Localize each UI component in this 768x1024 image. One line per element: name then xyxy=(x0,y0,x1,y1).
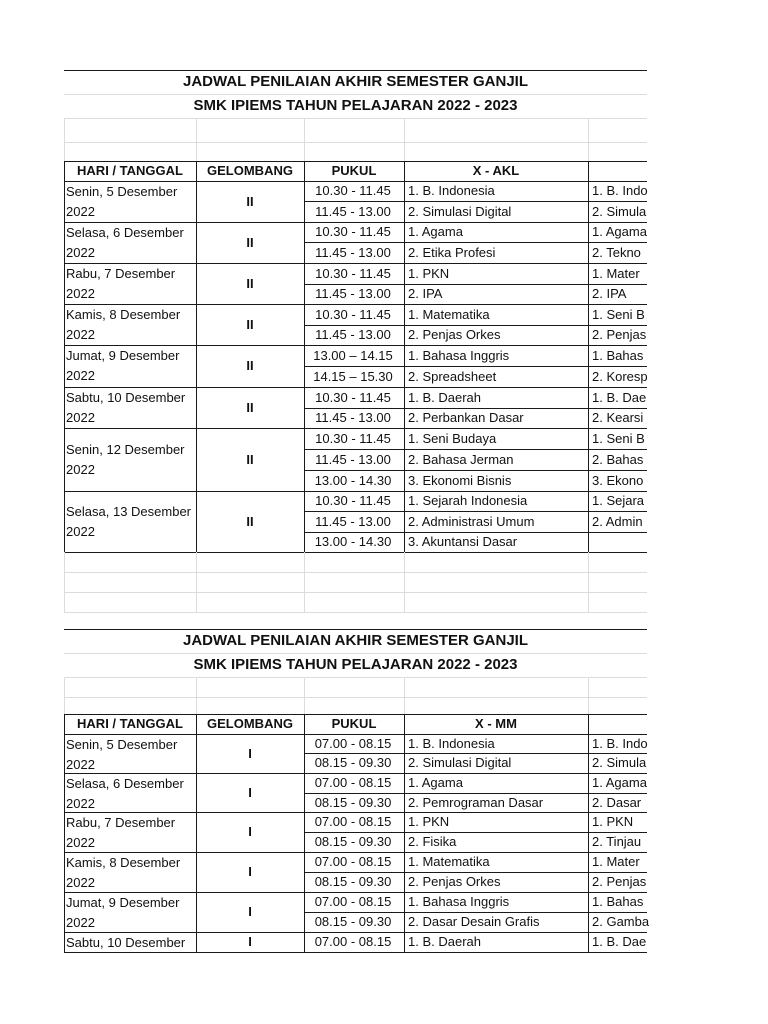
subject-cell: 1. Bahasa Inggris xyxy=(408,348,510,363)
grid-line xyxy=(588,677,589,714)
day-date-cell: Kamis, 8 Desember 2022 xyxy=(66,307,181,342)
subject-cell-next-class: 2. Koresp xyxy=(592,369,648,384)
subject-cell-next-class: 1. B. Indo xyxy=(592,183,648,198)
time-cell: 11.45 - 13.00 xyxy=(315,327,391,342)
day-date-cell: Kamis, 8 Desember 2022 xyxy=(66,855,181,890)
subject-cell: 3. Akuntansi Dasar xyxy=(408,534,518,549)
time-cell: 07.00 - 08.15 xyxy=(314,894,392,909)
day-date-cell: Jumat, 9 Desember 2022 xyxy=(66,895,180,930)
subject-cell-next-class: 1. B. Indo xyxy=(592,736,648,751)
grid-line xyxy=(304,552,305,612)
time-cell: 10.30 - 11.45 xyxy=(315,431,391,446)
table-title: JADWAL PENILAIAN AKHIR SEMESTER GANJIL xyxy=(182,73,529,90)
grid-line xyxy=(64,161,65,552)
subject-cell-next-class: 2. Simula xyxy=(592,204,647,219)
gelombang-cell: II xyxy=(246,451,254,467)
column-header-day: HARI / TANGGAL xyxy=(77,716,183,731)
subject-cell: 2. Penjas Orkes xyxy=(408,327,501,342)
subject-cell: 1. Seni Budaya xyxy=(408,431,497,446)
gelombang-cell: I xyxy=(248,824,252,839)
subject-cell-next-class: 2. Penjas xyxy=(592,327,647,342)
column-header-gelombang: GELOMBANG xyxy=(207,163,293,178)
grid-line xyxy=(404,714,405,952)
grid-line xyxy=(64,118,647,119)
subject-cell: 1. B. Daerah xyxy=(408,390,481,405)
time-cell: 10.30 - 11.45 xyxy=(315,224,391,239)
subject-cell-next-class: 1. B. Dae xyxy=(592,390,647,405)
time-cell: 11.45 - 13.00 xyxy=(315,286,391,301)
subject-cell: 2. Perbankan Dasar xyxy=(408,410,524,425)
grid-line xyxy=(196,552,197,612)
table-subtitle: SMK IPIEMS TAHUN PELAJARAN 2022 - 2023 xyxy=(193,656,518,673)
subject-cell-next-class: 1. Mater xyxy=(592,854,640,869)
time-cell: 13.00 – 14.15 xyxy=(313,348,393,363)
day-date-cell: Selasa, 13 Desember 2022 xyxy=(66,503,192,539)
subject-cell: 2. Pemrograman Dasar xyxy=(408,795,544,810)
gelombang-cell: II xyxy=(246,275,254,291)
time-cell: 13.00 - 14.30 xyxy=(314,473,392,488)
column-header-class: X - MM xyxy=(475,716,517,731)
column-header-pukul: PUKUL xyxy=(331,163,377,178)
grid-line xyxy=(304,677,305,714)
grid-line xyxy=(404,118,405,161)
grid-line xyxy=(588,714,589,952)
grid-line xyxy=(404,677,405,714)
grid-line xyxy=(196,714,197,952)
grid-line xyxy=(64,572,647,573)
subject-cell-next-class: 2. Admin xyxy=(592,514,643,529)
time-cell: 11.45 - 13.00 xyxy=(315,410,391,425)
subject-cell: 1. PKN xyxy=(408,814,450,829)
grid-line xyxy=(304,714,305,952)
time-cell: 11.45 - 13.00 xyxy=(315,514,391,529)
subject-cell-next-class: 1. Bahas xyxy=(592,348,644,363)
subject-cell: 2. Etika Profesi xyxy=(408,245,496,260)
subject-cell: 2. Administrasi Umum xyxy=(408,514,535,529)
subject-cell: 2. Penjas Orkes xyxy=(408,874,501,889)
grid-line xyxy=(64,677,65,714)
subject-cell-next-class: 3. Ekono xyxy=(592,473,644,488)
time-cell: 10.30 - 11.45 xyxy=(315,390,391,405)
time-cell: 07.00 - 08.15 xyxy=(314,736,392,751)
subject-cell: 1. Matematika xyxy=(408,307,490,322)
day-date-cell: Senin, 5 Desember 2022 xyxy=(66,737,178,772)
subject-cell-next-class: 1. Seni B xyxy=(592,431,645,446)
subject-cell-next-class: 2. Tinjau xyxy=(592,834,642,849)
grid-line xyxy=(404,161,405,552)
day-date-cell: Selasa, 6 Desember 2022 xyxy=(66,776,184,811)
gelombang-cell: I xyxy=(248,904,252,919)
gelombang-cell: II xyxy=(246,316,254,332)
gelombang-cell: I xyxy=(248,784,252,800)
time-cell: 14.15 – 15.30 xyxy=(313,369,393,384)
column-header-day: HARI / TANGGAL xyxy=(77,163,183,178)
grid-line xyxy=(588,118,589,161)
subject-cell-next-class: 1. Agama xyxy=(592,224,647,239)
time-cell: 08.15 - 09.30 xyxy=(314,874,392,889)
grid-line xyxy=(64,552,647,553)
day-date-cell: Sabtu, 10 Desember xyxy=(66,935,186,950)
column-header-pukul: PUKUL xyxy=(331,716,377,731)
time-cell: 11.45 - 13.00 xyxy=(315,245,391,260)
subject-cell-next-class: 2. Gamba xyxy=(592,914,649,929)
subject-cell-next-class: 1. Agama xyxy=(592,775,647,790)
subject-cell: 1. B. Indonesia xyxy=(408,736,495,751)
grid-line xyxy=(64,697,647,698)
subject-cell: 1. B. Daerah xyxy=(408,934,481,949)
grid-line xyxy=(196,677,197,714)
day-date-cell: Sabtu, 10 Desember 2022 xyxy=(66,390,186,425)
subject-cell: 1. B. Indonesia xyxy=(408,183,495,198)
column-header-class: X - AKL xyxy=(472,163,520,178)
gelombang-cell: II xyxy=(246,513,254,529)
time-cell: 10.30 - 11.45 xyxy=(315,307,391,322)
grid-line xyxy=(588,552,589,612)
time-cell: 07.00 - 08.15 xyxy=(314,814,392,829)
time-cell: 13.00 - 14.30 xyxy=(314,534,392,549)
grid-line xyxy=(304,161,305,552)
gelombang-cell: II xyxy=(246,358,254,373)
grid-line xyxy=(64,677,647,678)
gelombang-cell: II xyxy=(246,234,254,250)
grid-line xyxy=(64,142,647,143)
time-cell: 08.15 - 09.30 xyxy=(314,834,392,849)
grid-line xyxy=(404,552,405,612)
grid-line xyxy=(304,118,305,161)
table-subtitle: SMK IPIEMS TAHUN PELAJARAN 2022 - 2023 xyxy=(193,97,518,114)
subject-cell: 1. Agama xyxy=(408,775,463,790)
time-cell: 11.45 - 13.00 xyxy=(315,204,391,219)
subject-cell-next-class xyxy=(590,532,649,552)
subject-cell: 1. PKN xyxy=(408,266,450,281)
subject-cell-next-class: 1. Seni B xyxy=(592,307,645,322)
subject-cell-next-class: 2. Simula xyxy=(592,755,647,770)
subject-cell: 3. Ekonomi Bisnis xyxy=(408,473,512,488)
day-date-cell: Senin, 5 Desember 2022 xyxy=(66,184,178,219)
column-header-class2 xyxy=(588,161,647,181)
day-date-cell: Senin, 12 Desember 2022 xyxy=(66,441,185,477)
time-cell: 08.15 - 09.30 xyxy=(314,914,392,929)
subject-cell-next-class: 2. Kearsi xyxy=(592,410,644,425)
gelombang-cell: II xyxy=(246,399,254,415)
subject-cell-next-class: 1. Mater xyxy=(592,266,640,281)
day-date-cell: Jumat, 9 Desember 2022 xyxy=(66,348,180,383)
subject-cell-next-class: 1. B. Dae xyxy=(592,934,647,949)
day-date-cell: Rabu, 7 Desember 2022 xyxy=(66,815,176,850)
subject-cell: 2. Spreadsheet xyxy=(408,369,497,384)
day-date-cell: Rabu, 7 Desember 2022 xyxy=(66,266,176,301)
grid-line xyxy=(64,552,65,612)
grid-line xyxy=(64,952,647,953)
table-title: JADWAL PENILAIAN AKHIR SEMESTER GANJIL xyxy=(182,632,529,649)
subject-cell: 2. Bahasa Jerman xyxy=(408,452,514,467)
grid-line xyxy=(64,592,647,593)
grid-line xyxy=(196,118,197,161)
subject-cell-next-class: 1. PKN xyxy=(592,814,634,829)
subject-cell-next-class: 1. Bahas xyxy=(592,894,644,909)
time-cell: 07.00 - 08.15 xyxy=(314,934,392,949)
subject-cell-next-class: 2. Penjas xyxy=(592,874,647,889)
time-cell: 07.00 - 08.15 xyxy=(314,775,392,790)
gelombang-cell: II xyxy=(246,193,254,209)
subject-cell: 1. Sejarah Indonesia xyxy=(408,493,528,508)
subject-cell-next-class: 2. Tekno xyxy=(592,245,641,260)
gelombang-cell: I xyxy=(248,745,252,761)
grid-line xyxy=(588,161,589,552)
time-cell: 10.30 - 11.45 xyxy=(315,493,391,508)
column-header-class2 xyxy=(588,714,647,734)
grid-line xyxy=(64,118,65,161)
subject-cell: 2. Simulasi Digital xyxy=(408,755,512,770)
gelombang-cell: I xyxy=(248,864,252,879)
subject-cell: 2. IPA xyxy=(408,286,443,301)
subject-cell: 1. Bahasa Inggris xyxy=(408,894,510,909)
time-cell: 08.15 - 09.30 xyxy=(314,755,392,770)
subject-cell: 1. Matematika xyxy=(408,854,490,869)
subject-cell: 2. Fisika xyxy=(408,834,457,849)
grid-line xyxy=(196,161,197,552)
subject-cell-next-class: 1. Sejara xyxy=(592,493,645,508)
gelombang-cell: I xyxy=(248,934,252,949)
subject-cell: 2. Dasar Desain Grafis xyxy=(408,914,540,929)
time-cell: 10.30 - 11.45 xyxy=(315,266,391,281)
subject-cell-next-class: 2. Dasar xyxy=(592,795,642,810)
grid-line xyxy=(64,714,65,952)
column-header-gelombang: GELOMBANG xyxy=(207,716,293,731)
time-cell: 07.00 - 08.15 xyxy=(314,854,392,869)
subject-cell-next-class: 2. Bahas xyxy=(592,452,644,467)
grid-line xyxy=(64,612,647,613)
day-date-cell: Selasa, 6 Desember 2022 xyxy=(66,225,184,260)
time-cell: 08.15 - 09.30 xyxy=(314,795,392,810)
subject-cell-next-class: 2. IPA xyxy=(592,286,627,301)
time-cell: 11.45 - 13.00 xyxy=(315,452,391,467)
time-cell: 10.30 - 11.45 xyxy=(315,183,391,198)
subject-cell: 1. Agama xyxy=(408,224,463,239)
subject-cell: 2. Simulasi Digital xyxy=(408,204,512,219)
